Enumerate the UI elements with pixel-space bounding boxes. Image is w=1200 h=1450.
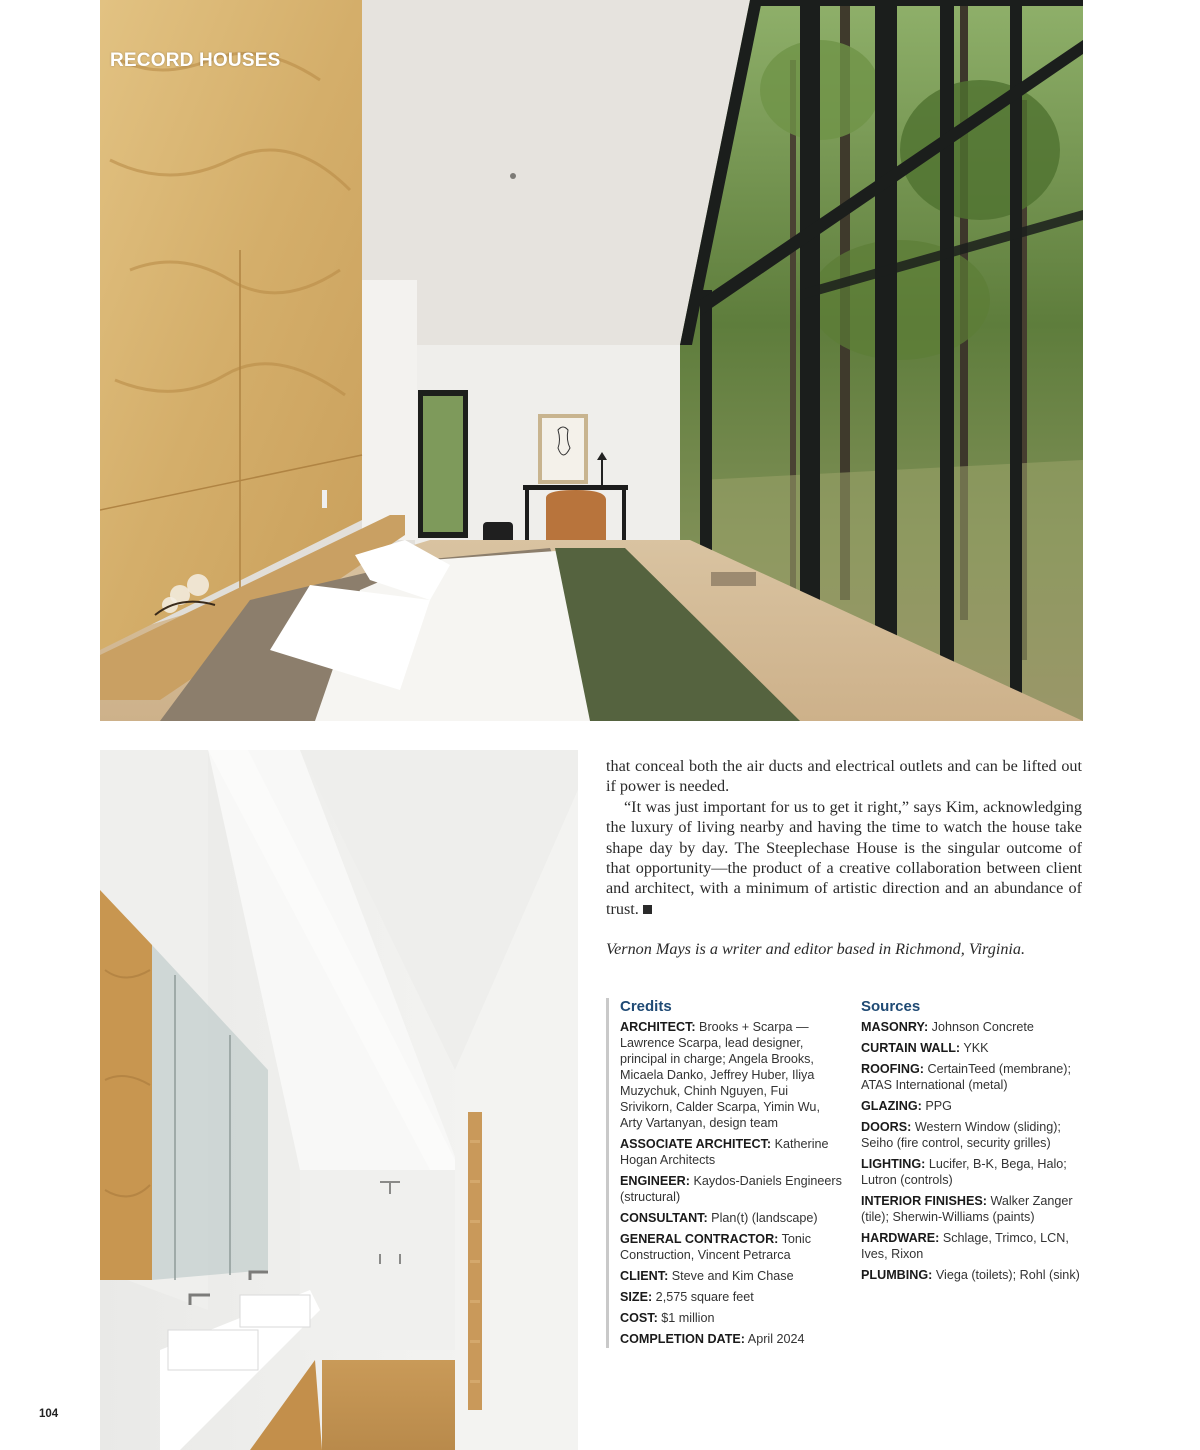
source-entry — [861, 1019, 1089, 1035]
bathroom-photo — [100, 750, 578, 1450]
credits-column — [620, 998, 842, 1352]
credit-value: April 2024 — [745, 1332, 805, 1346]
credit-label: GENERAL CONTRACTOR: — [620, 1232, 779, 1246]
source-entry — [861, 1156, 1089, 1188]
credit-entry — [620, 1331, 842, 1347]
credit-value: Kaydos-Daniels Engineers (structural) — [620, 1174, 842, 1204]
source-value: Lucifer, B-K, Bega, Halo; Lutron (controls) — [861, 1157, 1067, 1187]
credit-entry — [620, 1173, 842, 1205]
credit-value: Tonic Construction, Vincent Petrarca — [620, 1232, 812, 1262]
credit-value: Steve and Kim Chase — [668, 1269, 794, 1283]
article-paragraph-text: “It was just important for us to get it right,” says Kim, acknowledging the luxury of living nearby and having the time to watch the house take shape day by day. The Steeplechase House is the singular outcome of that opportunity—the product of a creative collaboration between client and architect, with a minimum of artistic direction and an abundance of trust. — [606, 797, 1082, 918]
source-entry — [861, 1061, 1089, 1093]
section-label: RECORD HOUSES — [110, 50, 281, 71]
source-value: Western Window (sliding); Seiho (fire control, security grilles) — [861, 1120, 1061, 1150]
credit-entry — [620, 1268, 842, 1284]
credit-entry — [620, 1310, 842, 1326]
sources-heading: Sources — [861, 998, 921, 1015]
end-mark-icon — [643, 905, 652, 914]
article-paragraph-final — [606, 797, 1082, 919]
credit-label: ARCHITECT: — [620, 1020, 696, 1034]
source-label: MASONRY: — [861, 1020, 929, 1034]
credit-entry — [620, 1019, 842, 1131]
credit-value: 2,575 square feet — [652, 1290, 754, 1304]
bathroom-illustration — [100, 750, 578, 1450]
source-value: CertainTeed (membrane); ATAS International (metal) — [861, 1062, 1071, 1092]
source-value: Viega (toilets); Rohl (sink) — [932, 1268, 1080, 1282]
credit-entry — [620, 1231, 842, 1263]
source-entry — [861, 1098, 1089, 1114]
source-value: PPG — [921, 1099, 952, 1113]
source-label: INTERIOR FINISHES: — [861, 1194, 987, 1208]
source-label: PLUMBING: — [861, 1268, 933, 1282]
page-number: 104 — [39, 1408, 59, 1420]
credit-value: Plan(t) (landscape) — [707, 1211, 818, 1225]
article-body — [606, 756, 1082, 960]
credit-label: CLIENT: — [620, 1269, 669, 1283]
source-entry — [861, 1267, 1089, 1283]
credit-entry — [620, 1289, 842, 1305]
source-value: Walker Zanger (tile); Sherwin-Williams (paints) — [861, 1194, 1073, 1224]
source-label: DOORS: — [861, 1120, 912, 1134]
credits-list — [620, 1019, 842, 1347]
source-label: CURTAIN WALL: — [861, 1041, 961, 1055]
source-entry — [861, 1119, 1089, 1151]
bedroom-illustration — [100, 0, 1083, 721]
credit-entry — [620, 1136, 842, 1168]
sources-list — [861, 1019, 1089, 1283]
credit-label: CONSULTANT: — [620, 1211, 708, 1225]
credit-entry — [620, 1210, 842, 1226]
credit-label: ASSOCIATE ARCHITECT: — [620, 1137, 772, 1151]
source-value: Johnson Concrete — [928, 1020, 1034, 1034]
source-label: LIGHTING: — [861, 1157, 926, 1171]
credits-sources-box — [606, 998, 1086, 1348]
author-byline: Vernon Mays is a writer and editor based in Richmond, Virginia. — [606, 940, 1026, 959]
credit-value: Katherine Hogan Architects — [620, 1137, 829, 1167]
source-value: Schlage, Trimco, LCN, Ives, Rixon — [861, 1231, 1069, 1261]
source-label: HARDWARE: — [861, 1231, 940, 1245]
source-label: GLAZING: — [861, 1099, 922, 1113]
bedroom-photo — [100, 0, 1083, 721]
credits-heading: Credits — [620, 998, 672, 1015]
article-paragraph: that conceal both the air ducts and electrical outlets and can be lifted out if power is needed. — [606, 757, 1082, 796]
source-entry — [861, 1230, 1089, 1262]
credit-label: ENGINEER: — [620, 1174, 690, 1188]
source-entry — [861, 1193, 1089, 1225]
credit-value: Brooks + Scarpa — Lawrence Scarpa, lead designer, principal in charge; Angela Brooks, Micaela Danko, Jeffrey Huber, Iliya Muzychuk, Chinh Nguyen, Fui Srivikorn, Calder Scarpa, Yimin Wu, Arty Vartanyan, design team — [620, 1020, 820, 1130]
source-label: ROOFING: — [861, 1062, 924, 1076]
sources-column — [861, 998, 1089, 1288]
source-value: YKK — [960, 1041, 989, 1055]
credit-value: $1 million — [657, 1311, 715, 1325]
source-entry — [861, 1040, 1089, 1056]
credit-label: COMPLETION DATE: — [620, 1332, 745, 1346]
credit-label: COST: — [620, 1311, 658, 1325]
credit-label: SIZE: — [620, 1290, 653, 1304]
